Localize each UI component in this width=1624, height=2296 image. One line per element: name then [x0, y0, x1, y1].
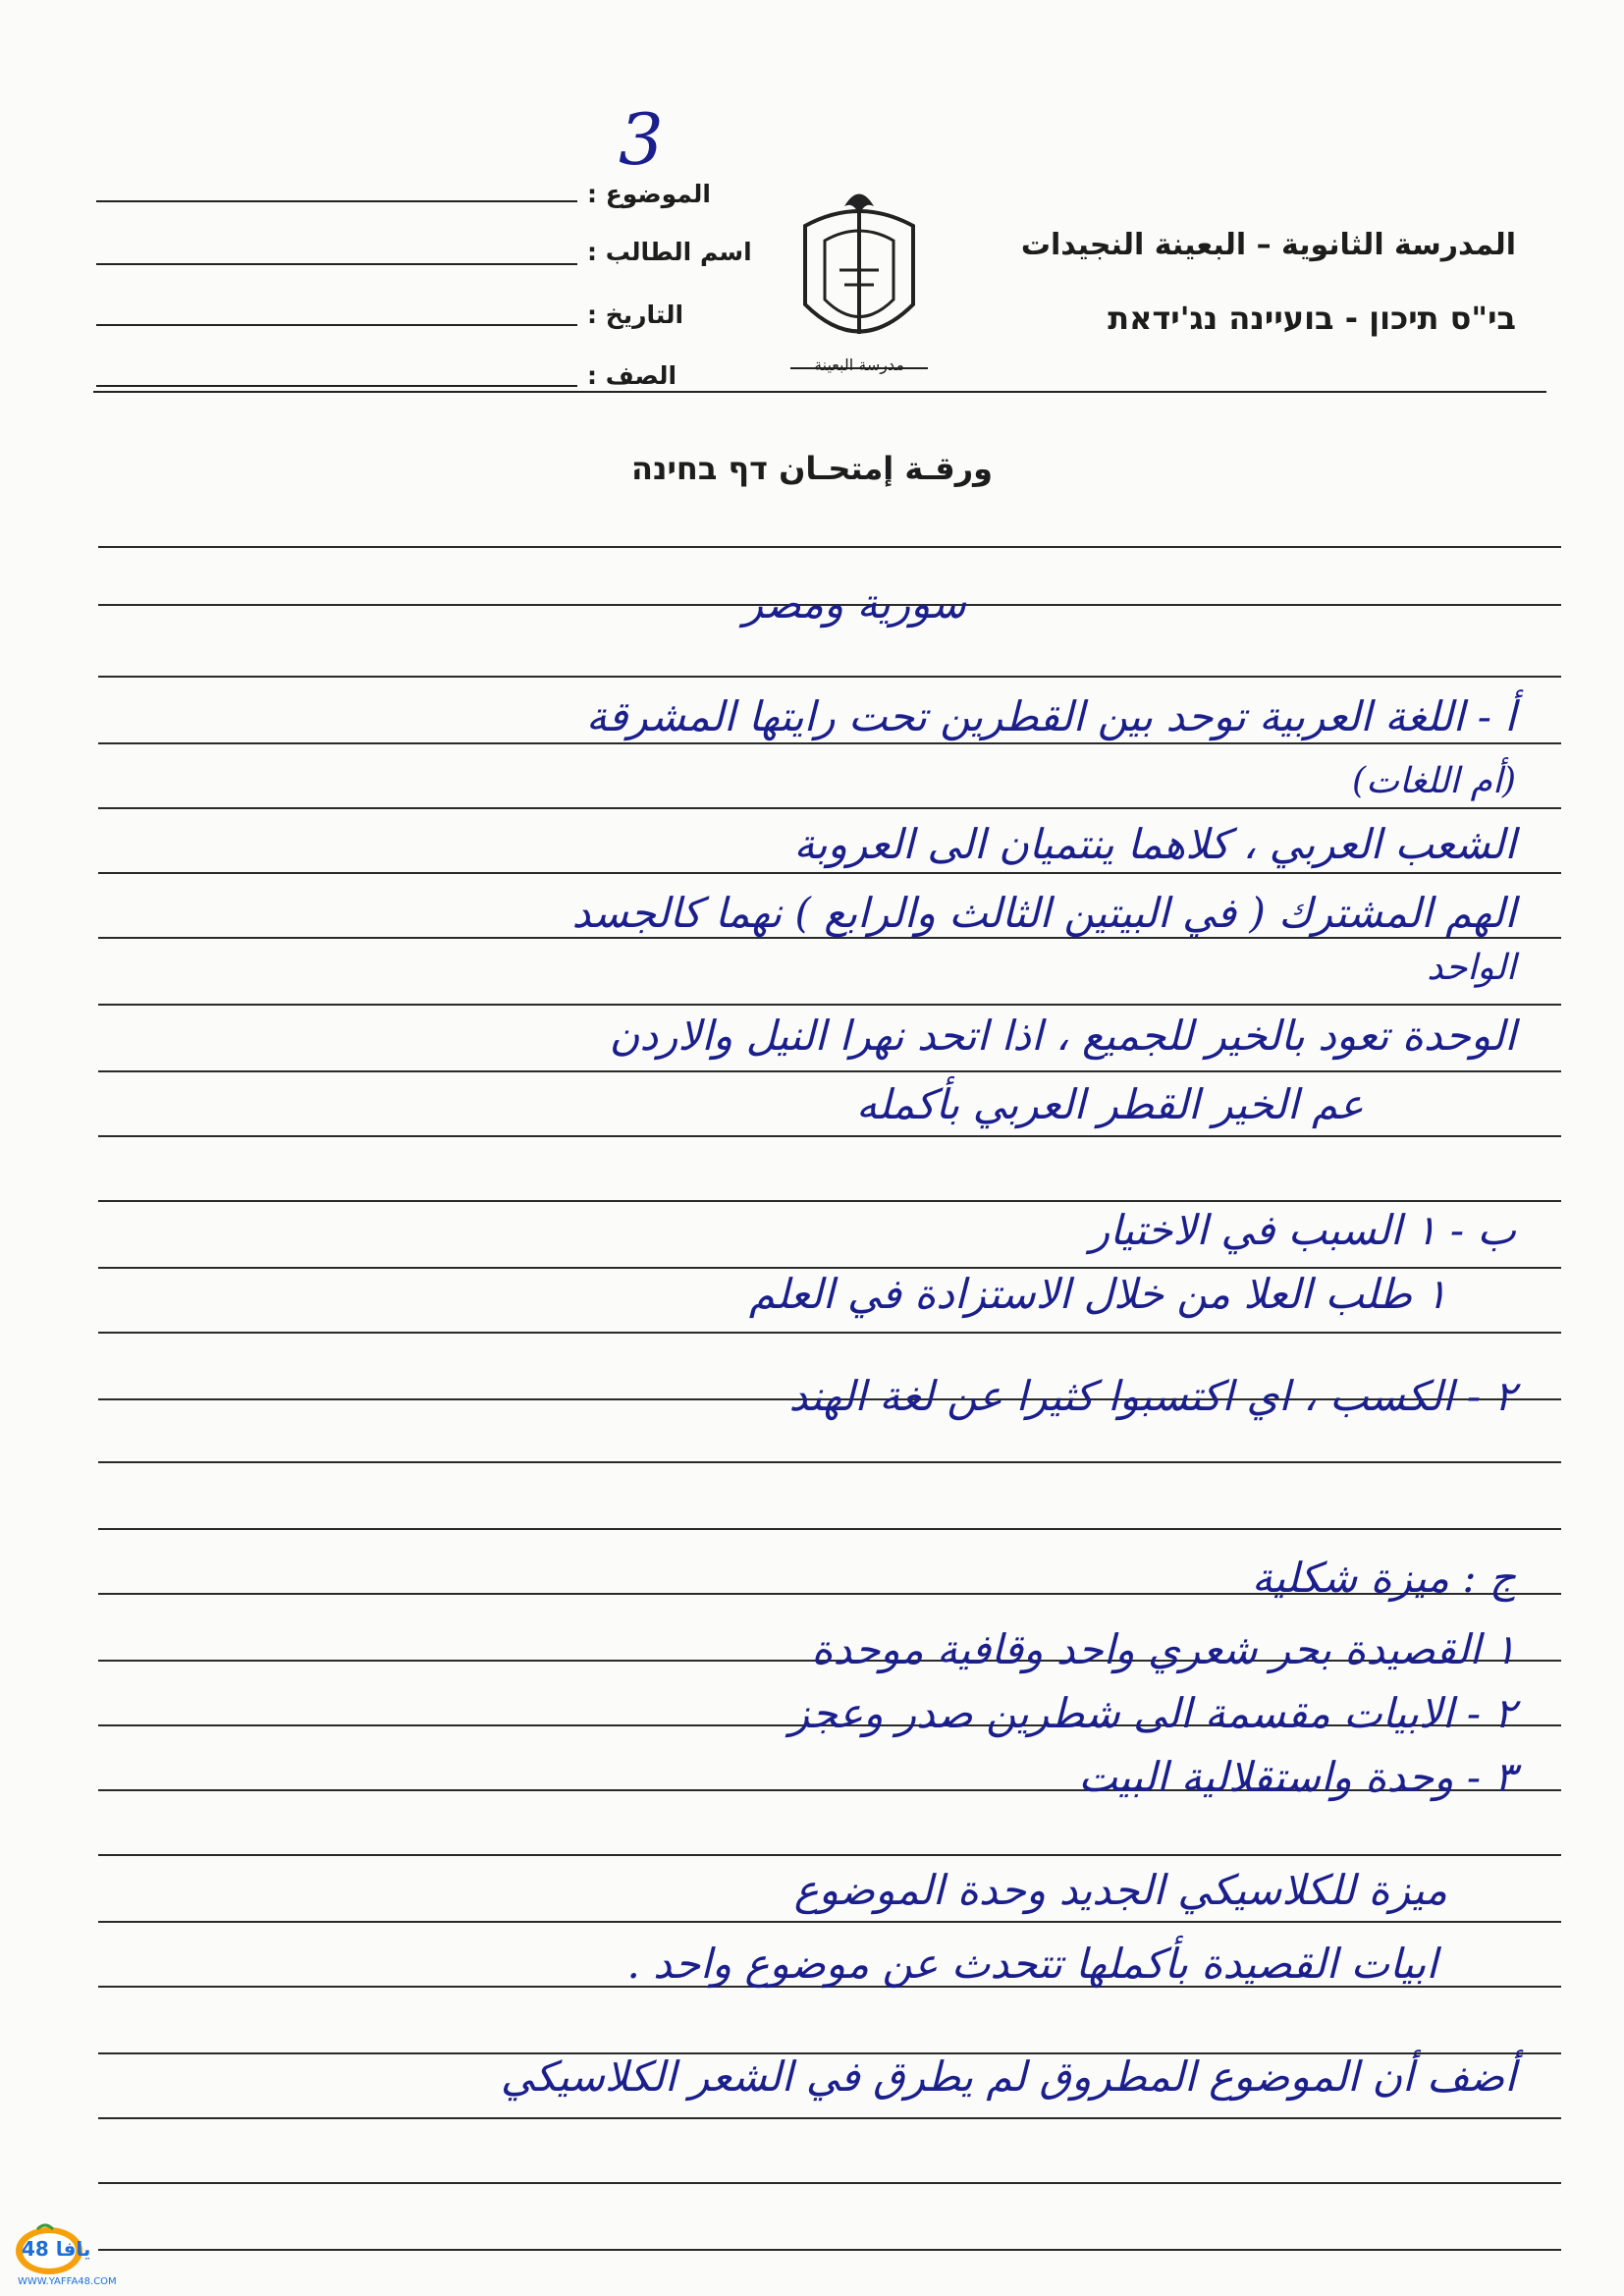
field-class-label: الصف :	[587, 361, 677, 390]
answer-line: ١ القصيدة بحر شعري واحد وقافية موحدة	[811, 1625, 1516, 1673]
field-subject-line[interactable]	[96, 200, 577, 202]
answer-line: ٢ - الكسب ، اي اكتسبوا كثيرا عن لغة الهند	[788, 1372, 1516, 1420]
watermark-url: WWW.YAFFA48.COM	[18, 2276, 117, 2287]
answer-line: أ - اللغة العربية توحد بين القطرين تحت رايتها المشرقة	[585, 692, 1516, 740]
field-student-name-line[interactable]	[96, 263, 577, 265]
answer-line: الوحدة تعود بالخير للجميع ، اذا اتحد نهرا النيل والاردن	[609, 1011, 1516, 1060]
field-subject-label: الموضوع :	[587, 180, 712, 208]
answer-line: عم الخير القطر العربي بأكمله	[856, 1080, 1364, 1128]
answer-line: ١ طلب العلا من خلال الاستزادة في العلم	[748, 1270, 1447, 1318]
field-class-line[interactable]	[96, 385, 577, 387]
answer-line: الشعب العربي ، كلاهما ينتميان الى العروبة	[793, 820, 1516, 868]
field-date-label: التاريخ :	[587, 301, 684, 329]
answer-line: الواحد	[1427, 948, 1516, 988]
page-number: 3	[619, 98, 664, 181]
answer-line: (أم اللغات)	[1352, 761, 1516, 801]
field-student-name-label: اسم الطالب :	[587, 238, 752, 266]
school-name-hebrew: בי"ס תיכון - בועיינה נג'ידאת	[1108, 300, 1516, 337]
answer-line: ب - ١ السبب في الاختيار	[1090, 1206, 1516, 1254]
answer-line: ابيات القصيدة بأكملها تتحدث عن موضوع واحد .	[626, 1940, 1437, 1988]
school-name-arabic: المدرسة الثانوية – البعينة النجيدات	[1020, 228, 1516, 262]
answer-line: ٣ - وحدة واستقلالية البيت	[1078, 1753, 1516, 1801]
answer-line: أضف أن الموضوع المطروق لم يطرق في الشعر الكلاسيكي	[500, 2052, 1516, 2101]
header-divider	[93, 391, 1546, 393]
answer-line: الهم المشترك ( في البيتين الثالث والرابع ) نهما كالجسد	[571, 889, 1516, 937]
answer-heading: سورية ومصر	[742, 579, 966, 628]
crest-caption: مدرسة البعينة	[814, 355, 904, 374]
answer-line: ميزة للكلاسيكي الجديد وحدة الموضوع	[793, 1866, 1447, 1914]
field-date-line[interactable]	[96, 324, 577, 326]
exam-sheet-title: ورقـة إمتحـان דף בחינה	[630, 450, 993, 487]
watermark-text: يافا 48	[22, 2237, 91, 2261]
answer-line: ٢ - الابيات مقسمة الى شطرين صدر وعجز	[788, 1689, 1516, 1737]
answer-line: ج : ميزة شكلية	[1251, 1554, 1516, 1602]
yaffa48-logo	[10, 2221, 117, 2294]
